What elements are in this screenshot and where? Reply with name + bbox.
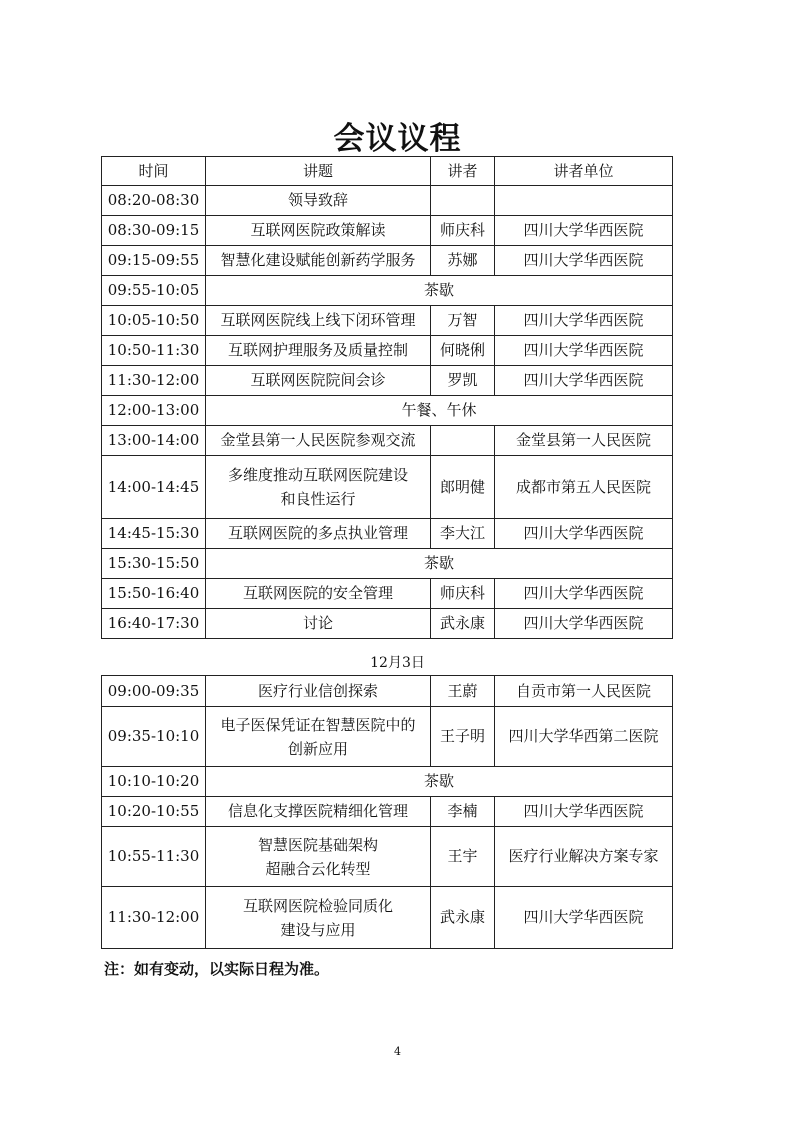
speaker-cell: 王子明 (431, 707, 495, 767)
header-row (102, 157, 673, 186)
time-cell: 09:00-09:35 (102, 676, 206, 707)
unit-cell: 四川大学华西医院 (495, 216, 673, 246)
unit-cell: 四川大学华西医院 (495, 579, 673, 609)
unit-cell: 金堂县第一人民医院 (495, 426, 673, 456)
speaker-cell: 郎明健 (431, 456, 495, 519)
speaker-cell (431, 426, 495, 456)
speaker-cell: 王宇 (431, 827, 495, 887)
table-row (102, 246, 673, 276)
topic-cell: 讨论 (206, 609, 431, 639)
topic-cell: 领导致辞 (206, 186, 431, 216)
table-row (102, 426, 673, 456)
speaker-cell: 武永康 (431, 887, 495, 949)
speaker-cell: 武永康 (431, 609, 495, 639)
unit-cell (495, 186, 673, 216)
time-cell: 11:30-12:00 (102, 887, 206, 949)
header-unit: 讲者单位 (495, 157, 673, 186)
topic-line: 超融合云化转型 (265, 859, 371, 878)
speaker-cell: 罗凯 (431, 366, 495, 396)
topic-line: 电子医保凭证在智慧医院中的 (220, 715, 416, 734)
topic-cell: 互联网医院线上线下闭环管理 (206, 306, 431, 336)
speaker-cell: 师庆科 (431, 216, 495, 246)
time-cell: 14:45-15:30 (102, 519, 206, 549)
header-speaker: 讲者 (431, 157, 495, 186)
table-row (102, 216, 673, 246)
unit-cell: 四川大学华西医院 (495, 609, 673, 639)
topic-line: 智慧医院基础架构 (257, 835, 378, 854)
table-row (102, 797, 673, 827)
time-cell: 15:30-15:50 (102, 549, 206, 579)
unit-cell: 四川大学华西医院 (495, 519, 673, 549)
topic-cell: 互联网护理服务及质量控制 (206, 336, 431, 366)
table-row (102, 186, 673, 216)
unit-cell: 四川大学华西第二医院 (495, 707, 673, 767)
topic-cell (206, 707, 431, 767)
speaker-cell: 何晓俐 (431, 336, 495, 366)
table-row (102, 519, 673, 549)
unit-cell: 四川大学华西医院 (495, 246, 673, 276)
agenda-table-day2 (101, 675, 673, 949)
table-row (102, 676, 673, 707)
speaker-cell: 苏娜 (431, 246, 495, 276)
unit-cell: 四川大学华西医院 (495, 797, 673, 827)
break-row (102, 396, 673, 426)
table-row (102, 887, 673, 949)
topic-cell: 互联网医院政策解读 (206, 216, 431, 246)
unit-cell: 四川大学华西医院 (495, 366, 673, 396)
table-row (102, 456, 673, 519)
table-row (102, 707, 673, 767)
time-cell: 14:00-14:45 (102, 456, 206, 519)
table-row (102, 306, 673, 336)
topic-cell: 互联网医院院间会诊 (206, 366, 431, 396)
speaker-cell: 师庆科 (431, 579, 495, 609)
page-title: 会议议程 (333, 121, 462, 157)
topic-line: 多维度推动互联网医院建设 (227, 466, 408, 484)
topic-cell (206, 456, 431, 519)
topic-cell: 互联网医院的安全管理 (206, 579, 431, 609)
header-time: 时间 (102, 157, 206, 186)
break-cell: 茶歇 (206, 549, 673, 579)
day2-date: 12月3日 (370, 655, 425, 671)
speaker-cell: 李大江 (431, 519, 495, 549)
time-cell: 13:00-14:00 (102, 426, 206, 456)
time-cell: 15:50-16:40 (102, 579, 206, 609)
speaker-cell: 王蔚 (431, 676, 495, 707)
topic-line: 互联网医院检验同质化 (242, 896, 393, 915)
break-cell: 茶歇 (206, 767, 673, 797)
break-cell: 午餐、午休 (206, 396, 673, 426)
table-row (102, 336, 673, 366)
time-cell: 10:50-11:30 (102, 336, 206, 366)
break-row (102, 549, 673, 579)
topic-cell (206, 827, 431, 887)
topic-cell: 智慧化建设赋能创新药学服务 (206, 246, 431, 276)
topic-cell: 金堂县第一人民医院参观交流 (206, 426, 431, 456)
topic-cell: 信息化支撑医院精细化管理 (206, 797, 431, 827)
time-cell: 11:30-12:00 (102, 366, 206, 396)
topic-line: 和良性运行 (280, 490, 356, 508)
topic-line: 建设与应用 (280, 920, 356, 939)
time-cell: 09:35-10:10 (102, 707, 206, 767)
unit-cell: 自贡市第一人民医院 (495, 676, 673, 707)
topic-cell (206, 887, 431, 949)
speaker-cell: 万智 (431, 306, 495, 336)
table-row (102, 609, 673, 639)
time-cell: 10:05-10:50 (102, 306, 206, 336)
topic-cell: 互联网医院的多点执业管理 (206, 519, 431, 549)
unit-cell: 医疗行业解决方案专家 (495, 827, 673, 887)
unit-cell: 成都市第五人民医院 (495, 456, 673, 519)
table-row (102, 579, 673, 609)
time-cell: 09:55-10:05 (102, 276, 206, 306)
unit-cell: 四川大学华西医院 (495, 306, 673, 336)
page-number: 4 (394, 1045, 401, 1058)
time-cell: 10:55-11:30 (102, 827, 206, 887)
agenda-table-day1 (101, 156, 673, 639)
header-topic: 讲题 (206, 157, 431, 186)
topic-cell: 医疗行业信创探索 (206, 676, 431, 707)
speaker-cell (431, 186, 495, 216)
table-row (102, 366, 673, 396)
break-cell: 茶歇 (206, 276, 673, 306)
time-cell: 08:30-09:15 (102, 216, 206, 246)
unit-cell: 四川大学华西医院 (495, 887, 673, 949)
footnote: 注：如有变动，以实际日程为准。 (104, 960, 330, 978)
time-cell: 08:20-08:30 (102, 186, 206, 216)
break-row (102, 276, 673, 306)
topic-line: 创新应用 (287, 739, 348, 758)
time-cell: 12:00-13:00 (102, 396, 206, 426)
time-cell: 10:10-10:20 (102, 767, 206, 797)
speaker-cell: 李楠 (431, 797, 495, 827)
time-cell: 10:20-10:55 (102, 797, 206, 827)
time-cell: 09:15-09:55 (102, 246, 206, 276)
unit-cell: 四川大学华西医院 (495, 336, 673, 366)
break-row (102, 767, 673, 797)
table-row (102, 827, 673, 887)
time-cell: 16:40-17:30 (102, 609, 206, 639)
